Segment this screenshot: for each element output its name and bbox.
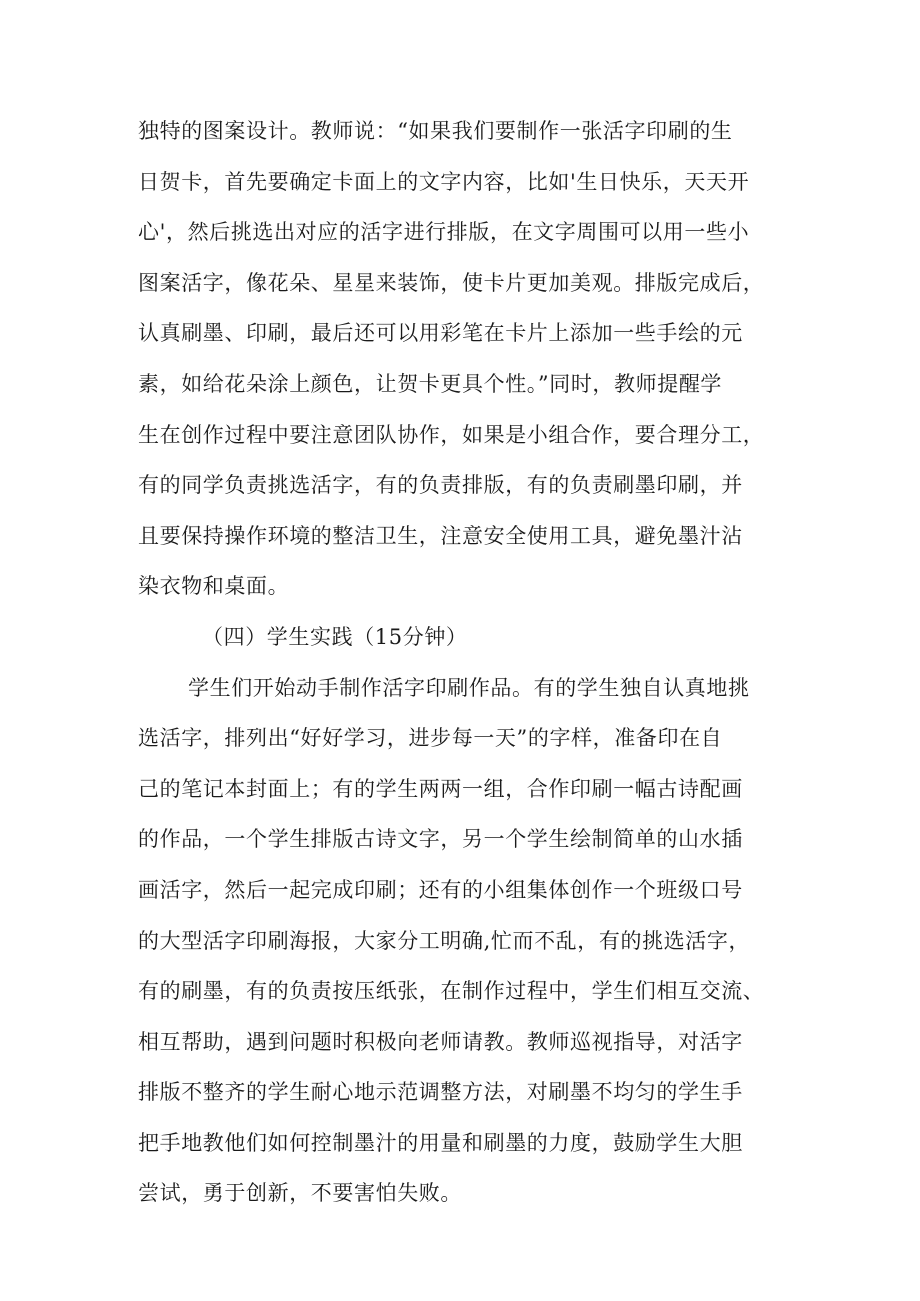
text-line: 选活字，排列出“好好学习，进步每一天”的字样，准备印在自 — [138, 726, 723, 751]
document-body — [138, 106, 798, 1219]
text-line: 图案活字，像花朵、星星来装饰，使卡片更加美观。排版完成后， — [138, 270, 765, 295]
text-line: 的大型活字印刷海报，大家分工明确,忙而不乱，有的挑选活字， — [138, 928, 751, 953]
text-line: 排版不整齐的学生耐心地示范调整方法，对刷墨不均匀的学生手 — [138, 1080, 743, 1105]
text-line: 有的同学负责挑选活字，有的负责排版，有的负责刷墨印刷，并 — [138, 473, 743, 498]
text-line: 日贺卡，首先要确定卡面上的文字内容，比如'生日快乐，天天开 — [138, 169, 750, 194]
text-line: 尝试，勇于创新，不要害怕失败。 — [138, 1181, 462, 1206]
text-line: 素，如给花朵涂上颜色，让贺卡更具个性。”同时，教师提醒学 — [138, 371, 723, 396]
section-heading: （四）学生实践（15分钟） — [202, 624, 468, 649]
text-line: 画活字，然后一起完成印刷；还有的小组集体创作一个班级口号 — [138, 877, 743, 902]
text-line: 学生们开始动手制作活字印刷作品。有的学生独自认真地挑 — [188, 675, 750, 700]
text-line: 的作品，一个学生排版古诗文字，另一个学生绘制简单的山水插 — [138, 827, 743, 852]
text-line: 生在创作过程中要注意团队协作，如果是小组合作，要合理分工， — [138, 422, 765, 447]
text-line: 且要保持操作环境的整洁卫生，注意安全使用工具，避免墨汁沾 — [138, 523, 743, 548]
text-line: 独特的图案设计。教师说：“如果我们要制作一张活字印刷的生 — [138, 119, 733, 143]
text-line: 染衣物和桌面。 — [138, 574, 290, 599]
text-line: 心'，然后挑选出对应的活字进行排版，在文字周围可以用一些小 — [138, 220, 750, 245]
text-line: 有的刷墨，有的负责按压纸张，在制作过程中，学生们相互交流、 — [138, 979, 765, 1004]
text-line: 认真刷墨、印刷，最后还可以用彩笔在卡片上添加一些手绘的元 — [138, 321, 743, 346]
text-line: 己的笔记本封面上；有的学生两两一组，合作印刷一幅古诗配画 — [138, 776, 743, 801]
text-line: 把手地教他们如何控制墨汁的用量和刷墨的力度，鼓励学生大胆 — [138, 1130, 743, 1155]
text-line: 相互帮助，遇到问题时积极向老师请教。教师巡视指导，对活字 — [138, 1029, 743, 1054]
